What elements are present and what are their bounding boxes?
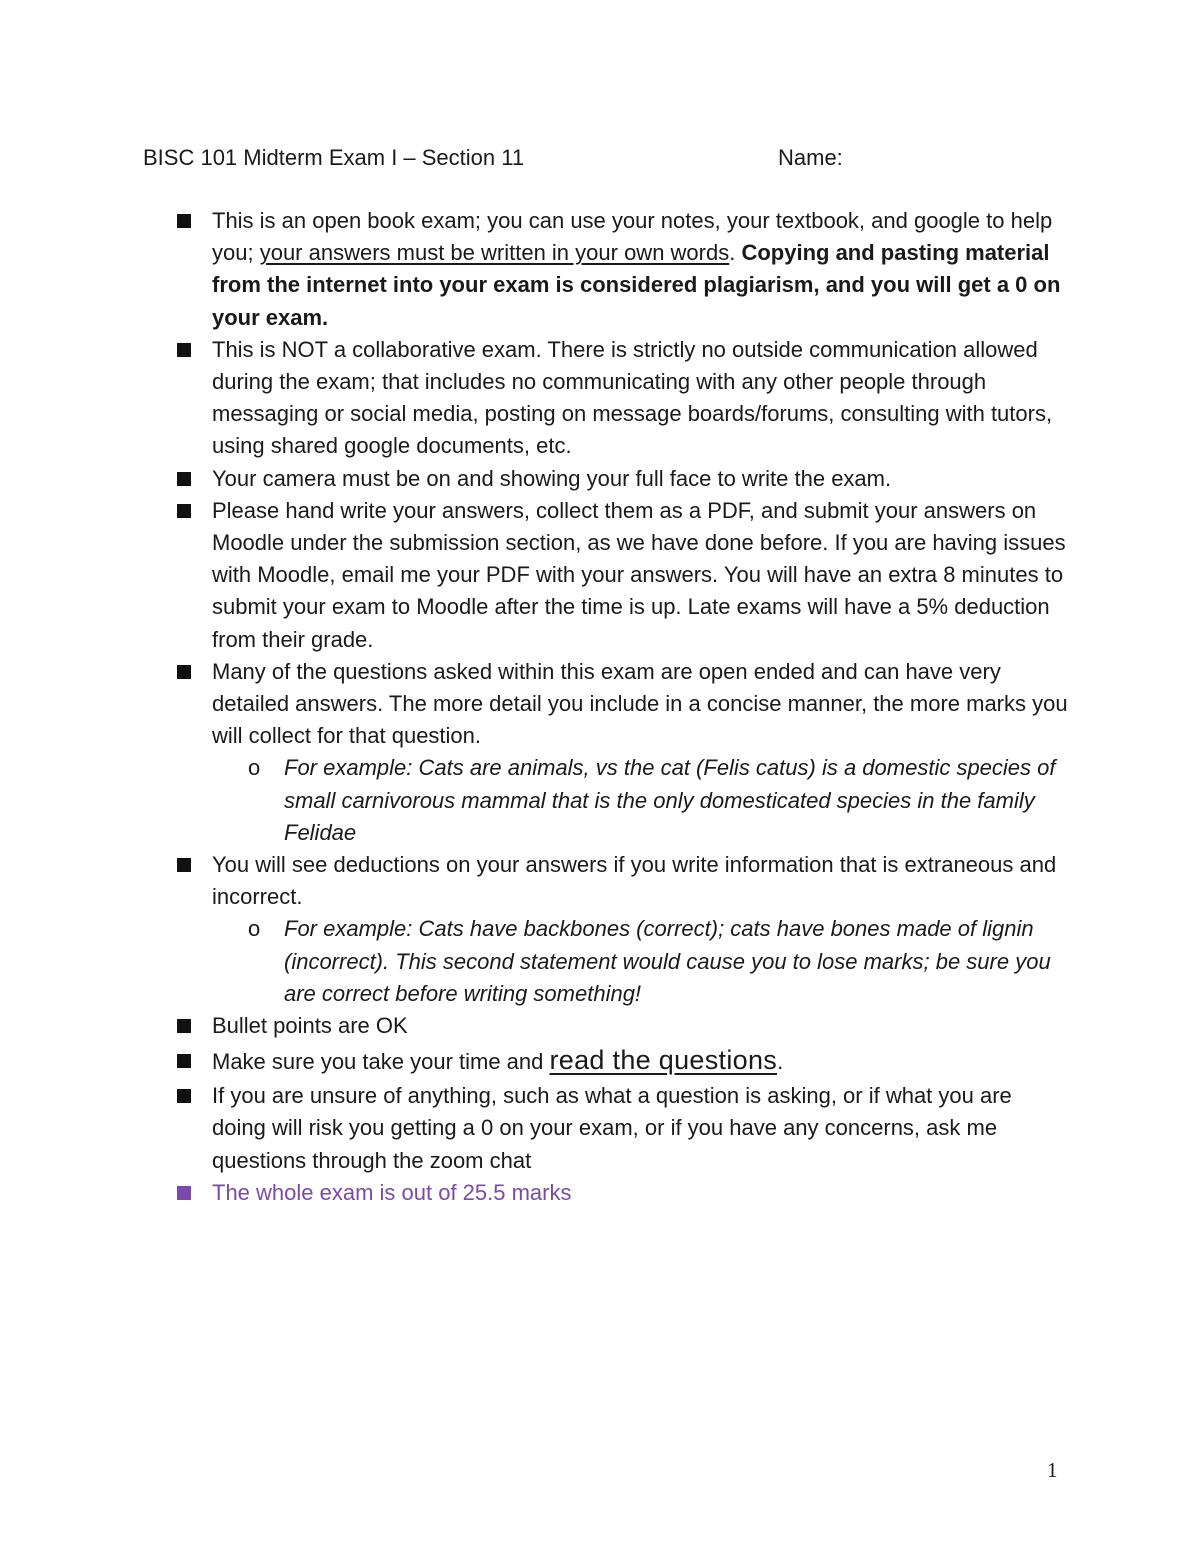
read-the-questions-emphasis: read the questions xyxy=(549,1045,778,1076)
example-text: For example: Cats are animals, vs the cat (Felis catus) is a domestic species of small carnivorous mammal that is the only domesticated species in the family Felidae xyxy=(284,755,1056,845)
name-label: Name: xyxy=(778,145,843,170)
rule-text: . xyxy=(777,1049,784,1075)
rule-submission xyxy=(0,495,1200,656)
square-bullet-icon xyxy=(177,1054,191,1068)
sub-bullet-marker: o xyxy=(248,916,261,942)
square-bullet-icon xyxy=(177,472,191,486)
rule-underlined-text: your answers must be written in your own words xyxy=(259,240,730,266)
rule-text: . xyxy=(729,240,742,266)
square-bullet-icon xyxy=(177,665,191,679)
rule-open-ended xyxy=(0,656,1200,849)
square-bullet-icon xyxy=(177,504,191,518)
rule-open-book xyxy=(0,205,1200,334)
rule-bullet-points xyxy=(0,1010,1200,1042)
example-text: For example: Cats have backbones (correct); cats have bones made of lignin (incorrect). This second statement would cause you to lose marks; be sure you are correct before writing something! xyxy=(284,916,1051,1006)
rule-read-questions xyxy=(0,1042,1200,1080)
square-bullet-icon xyxy=(177,1186,191,1200)
rule-text: This is an open book exam; you can use your notes, your textbook, and google to help you; xyxy=(212,208,1053,266)
square-bullet-icon xyxy=(177,214,191,228)
rule-text: Please hand write your answers, collect them as a PDF, and submit your answers on Moodle under the submission section, as we have done before. If you are having issues with Moodle, email me your PDF with your answers. You will have an extra 8 minutes to submit your exam to Moodle after the time is up. Late exams will have a 5% deduction from their grade. xyxy=(212,497,1066,652)
exam-title: BISC 101 Midterm Exam I – Section 11 xyxy=(143,145,525,170)
square-bullet-icon xyxy=(177,858,191,872)
rule-text: Make sure you take your time and xyxy=(212,1049,550,1075)
rule-text: The whole exam is out of 25.5 marks xyxy=(212,1179,572,1205)
example-sub-item xyxy=(212,913,1070,1010)
rule-text: This is NOT a collaborative exam. There is strictly no outside communication allowed during the exam; that includes no communicating with any other people through messaging or social media, posting on message boards/forums, consulting with tutors, using shared google documents, etc. xyxy=(212,336,1053,459)
rule-not-collaborative xyxy=(0,334,1200,463)
plagiarism-warning: Copying and pasting material from the internet into your exam is considered plagiarism, and you will get a 0 on your exam. xyxy=(212,240,1061,330)
page-number: 1 xyxy=(1047,1458,1058,1482)
rule-text: Bullet points are OK xyxy=(212,1013,408,1039)
square-bullet-icon xyxy=(177,1089,191,1103)
rule-text: Many of the questions asked within this exam are open ended and can have very detailed answers. The more detail you include in a concise manner, the more marks you will collect for that question. xyxy=(212,658,1068,749)
rule-text: You will see deductions on your answers if you write information that is extraneous and incorrect. xyxy=(212,852,1057,910)
example-sub-item xyxy=(212,752,1070,849)
rule-ask-questions xyxy=(0,1080,1200,1177)
rule-camera xyxy=(0,463,1200,495)
sub-bullet-marker: o xyxy=(248,755,261,781)
rule-text: If you are unsure of anything, such as what a question is asking, or if what you are doing will risk you getting a 0 on your exam, or if you have any concerns, ask me questions through the zoom chat xyxy=(212,1083,1012,1173)
rule-text: Your camera must be on and showing your full face to write the exam. xyxy=(212,465,892,491)
rule-total-marks xyxy=(0,1177,1200,1209)
square-bullet-icon xyxy=(177,343,191,357)
square-bullet-icon xyxy=(177,1019,191,1033)
rule-deductions xyxy=(0,849,1200,1010)
exam-rules-list xyxy=(0,205,1200,1209)
